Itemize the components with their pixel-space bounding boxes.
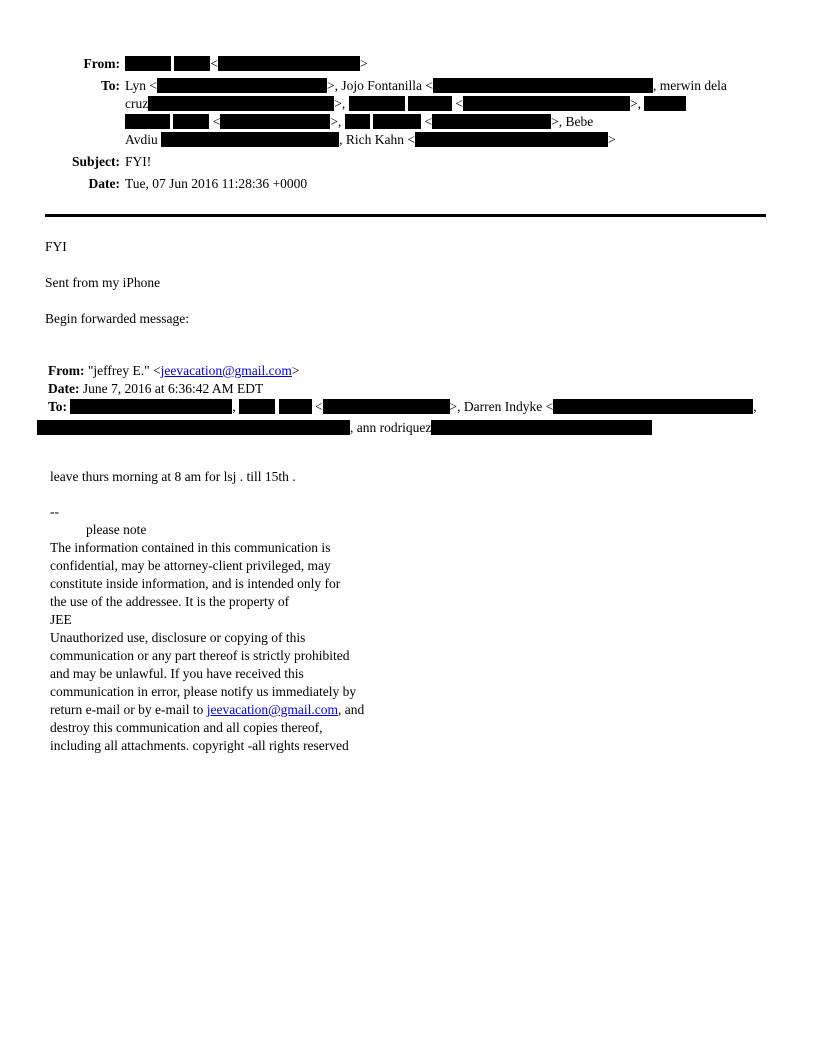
text-run: The information contained in this communication is (50, 540, 331, 555)
subject-value (125, 153, 776, 171)
subject-label: Subject: (72, 154, 120, 169)
text-run: confidential, may be attorney-client privileged, may (50, 558, 331, 573)
signature-block (50, 503, 776, 755)
header-row-date (45, 175, 776, 193)
text-line (50, 575, 776, 593)
text-run: , and (337, 702, 365, 717)
from-label: From: (83, 56, 120, 71)
text-run: Tue, 07 Jun 2016 11:28:36 +0000 (125, 176, 308, 191)
redaction-bar (161, 132, 339, 147)
redaction-bar (125, 114, 170, 129)
signature-disclaimer (50, 539, 776, 755)
redaction-bar (408, 96, 452, 111)
text-run: Unauthorized use, disclosure or copying of this (50, 630, 306, 645)
fwd-date-line (48, 380, 776, 398)
header-divider (45, 214, 766, 217)
date-value (125, 175, 776, 193)
text-run: "jeffrey E." < (87, 363, 161, 378)
text-run: cruz (125, 96, 149, 111)
redaction-bar (148, 96, 334, 111)
text-run: > (360, 56, 368, 71)
text-run: > (291, 363, 300, 378)
text-run: , (753, 399, 757, 414)
text-run: >, Bebe (551, 114, 594, 129)
redaction-bar (37, 420, 350, 435)
redaction-bar (433, 78, 653, 93)
text-run: June 7, 2016 at 6:36:42 AM EDT (82, 381, 264, 396)
text-run: , ann rodriquez (350, 420, 432, 435)
text-run: < (210, 56, 218, 71)
text-run: destroy this communication and all copies thereof, (50, 720, 323, 735)
text-run: > (607, 132, 616, 147)
redaction-bar (349, 96, 405, 111)
body-sent-from: Sent from my iPhone (45, 275, 161, 290)
fwd-from-line (48, 362, 776, 380)
text-run: < (421, 114, 433, 129)
text-run: Avdiu (125, 132, 162, 147)
email-link[interactable]: jeevacation@gmail.com (206, 702, 338, 717)
text-line (50, 719, 776, 737)
text-line (50, 647, 776, 665)
text-run: >, (330, 114, 345, 129)
redaction-bar (174, 56, 210, 71)
email-header (45, 55, 776, 193)
signature-note: please note (86, 522, 147, 537)
redaction-bar (125, 56, 171, 71)
signature-dashes: -- (50, 504, 59, 519)
text-line (50, 557, 776, 575)
text-run: , Rich Kahn < (339, 132, 415, 147)
text-run: communication or any part thereof is strictly prohibited (50, 648, 350, 663)
text-line (50, 737, 776, 755)
text-run: constitute inside information, and is intended only for (50, 576, 341, 591)
to-label: To: (100, 78, 120, 93)
body-fyi: FYI (45, 239, 67, 254)
fwd-to-line-continued (37, 419, 776, 437)
redaction-bar (220, 114, 330, 129)
text-run: >, Darren Indyke < (449, 399, 554, 414)
redaction-bar (157, 78, 327, 93)
to-value (125, 77, 776, 149)
text-line (50, 701, 776, 719)
text-run: >, (334, 96, 349, 111)
redaction-bar (70, 399, 232, 414)
forwarded-header (48, 362, 776, 437)
date-label: Date: (88, 176, 120, 191)
header-row-subject (45, 153, 776, 171)
redaction-bar (323, 399, 450, 414)
redaction-bar (173, 114, 209, 129)
field-label: To: (48, 399, 71, 414)
redaction-bar (239, 399, 275, 414)
text-run: , (232, 399, 240, 414)
text-run: FYI! (125, 154, 152, 169)
text-run: the use of the addressee. It is the property of (50, 594, 290, 609)
text-line (50, 629, 776, 647)
text-line (50, 665, 776, 683)
text-run: < (311, 399, 323, 414)
header-row-to (45, 77, 776, 149)
text-line (50, 611, 776, 629)
redaction-bar (373, 114, 421, 129)
redaction-bar (644, 96, 686, 111)
text-run: < (451, 96, 463, 111)
redaction-bar (279, 399, 312, 414)
text-run: communication in error, please notify us immediately by (50, 684, 357, 699)
text-line (50, 593, 776, 611)
redaction-bar (432, 114, 551, 129)
redaction-bar (415, 132, 608, 147)
text-run: < (209, 114, 221, 129)
from-value (125, 55, 776, 73)
text-run: , merwin dela (652, 78, 727, 93)
message-text: leave thurs morning at 8 am for lsj . till 15th . (50, 469, 296, 484)
text-run: and may be unlawful. If you have received this (50, 666, 304, 681)
redaction-bar (218, 56, 360, 71)
text-run: JEE (50, 612, 72, 627)
text-run: >, Jojo Fontanilla < (327, 78, 433, 93)
field-label: From: (48, 363, 88, 378)
text-run: Lyn < (125, 78, 157, 93)
fwd-to-line (48, 398, 776, 416)
redaction-bar (431, 420, 652, 435)
header-row-from (45, 55, 776, 73)
email-link[interactable]: jeevacation@gmail.com (160, 363, 292, 378)
text-line (50, 539, 776, 557)
redaction-bar (553, 399, 753, 414)
redaction-bar (463, 96, 630, 111)
text-run: >, (629, 96, 645, 111)
field-label: Date: (48, 381, 83, 396)
body-begin-forwarded: Begin forwarded message: (45, 311, 189, 326)
text-run: including all attachments. copyright -all rights reserved (50, 738, 349, 753)
text-line (50, 683, 776, 701)
text-run: return e-mail or by e-mail to (50, 702, 207, 717)
redaction-bar (345, 114, 370, 129)
